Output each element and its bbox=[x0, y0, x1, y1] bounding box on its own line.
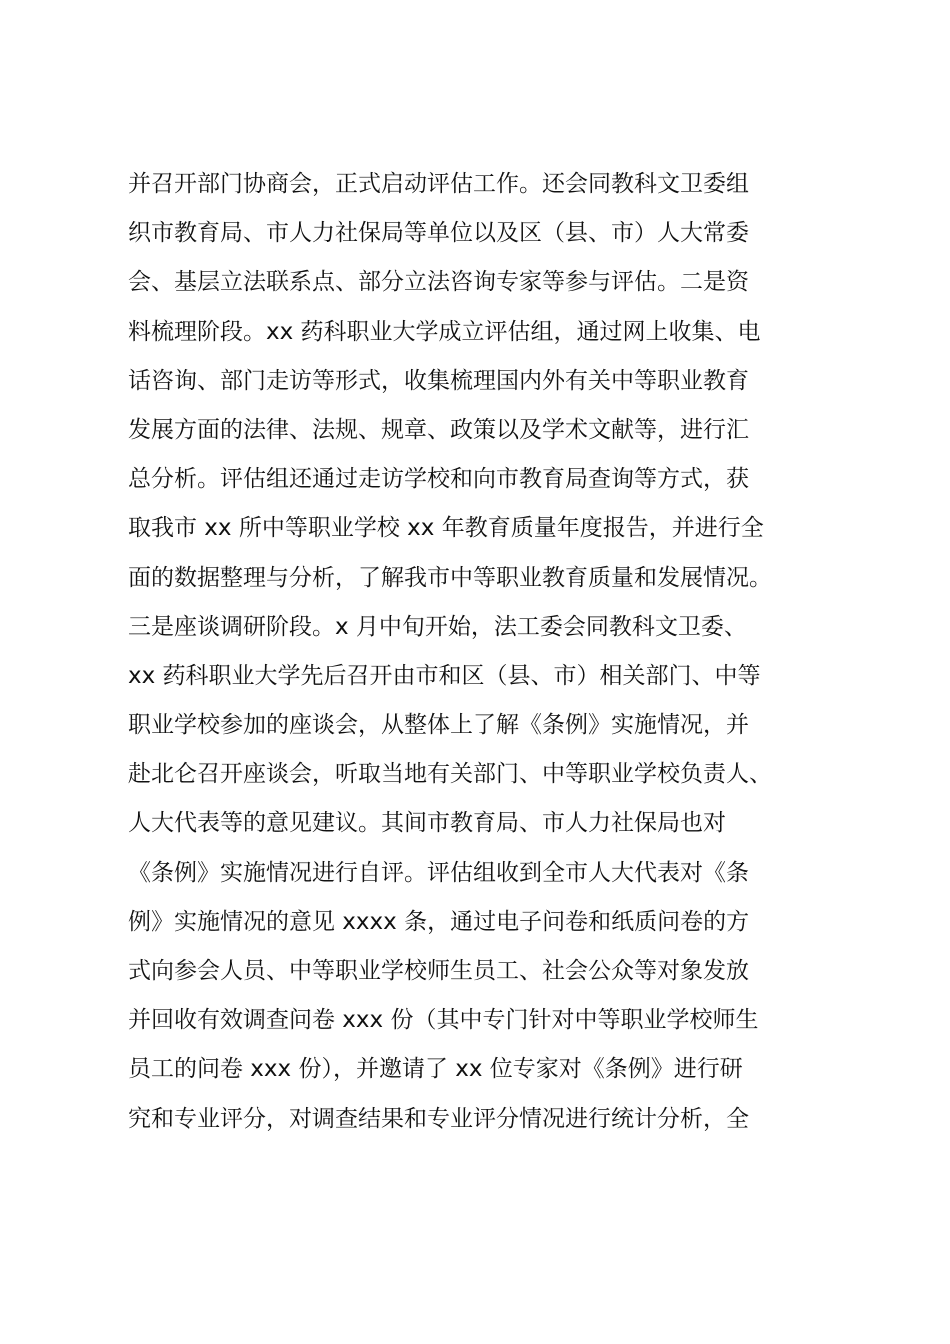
text-line: 料梳理阶段。xx 药科职业大学成立评估组，通过网上收集、电 bbox=[128, 318, 761, 345]
text-line: 面的数据整理与分析，了解我市中等职业教育质量和发展情况。 bbox=[128, 564, 772, 591]
text-line: 式向参会人员、中等职业学校师生员工、社会公众等对象发放 bbox=[128, 958, 749, 984]
text-line: 织市教育局、市人力社保局等单位以及区（县、市）人大常委 bbox=[128, 220, 749, 247]
text-line: 赴北仑召开座谈会，听取当地有关部门、中等职业学校负责人、 bbox=[128, 761, 772, 788]
text-line: 职业学校参加的座谈会，从整体上了解《条例》实施情况，并 bbox=[128, 712, 749, 739]
text-line: 究和专业评分，对调查结果和专业评分情况进行统计分析，全 bbox=[128, 1105, 749, 1132]
text-line: 三是座谈调研阶段。x 月中旬开始，法工委会同教科文卫委、 bbox=[128, 613, 747, 640]
text-line: 话咨询、部门走访等形式，收集梳理国内外有关中等职业教育 bbox=[128, 367, 749, 394]
text-line: 取我市 xx 所中等职业学校 xx 年教育质量年度报告，并进行全 bbox=[128, 515, 764, 542]
text-line: 会、基层立法联系点、部分立法咨询专家等参与评估。二是资 bbox=[128, 269, 749, 296]
text-line: 并回收有效调查问卷 xxx 份（其中专门针对中等职业学校师生 bbox=[128, 1007, 759, 1034]
text-line: 《条例》实施情况进行自评。评估组收到全市人大代表对《条 bbox=[128, 859, 749, 886]
body-paragraph bbox=[128, 160, 840, 1135]
text-line: xx 药科职业大学先后召开由市和区（县、市）相关部门、中等 bbox=[128, 662, 761, 689]
text-line: 并召开部门协商会，正式启动评估工作。还会同教科文卫委组 bbox=[128, 171, 749, 197]
text-line: 总分析。评估组还通过走访学校和向市教育局查询等方式，获 bbox=[128, 466, 749, 493]
text-line: 员工的问卷 xxx 份），并邀请了 xx 位专家对《条例》进行研 bbox=[128, 1056, 743, 1083]
text-line: 人大代表等的意见建议。其间市教育局、市人力社保局也对 bbox=[128, 810, 726, 837]
text-line: 例》实施情况的意见 xxxx 条，通过电子问卷和纸质问卷的方 bbox=[128, 908, 750, 935]
text-line: 发展方面的法律、法规、规章、政策以及学术文献等，进行汇 bbox=[128, 416, 749, 443]
